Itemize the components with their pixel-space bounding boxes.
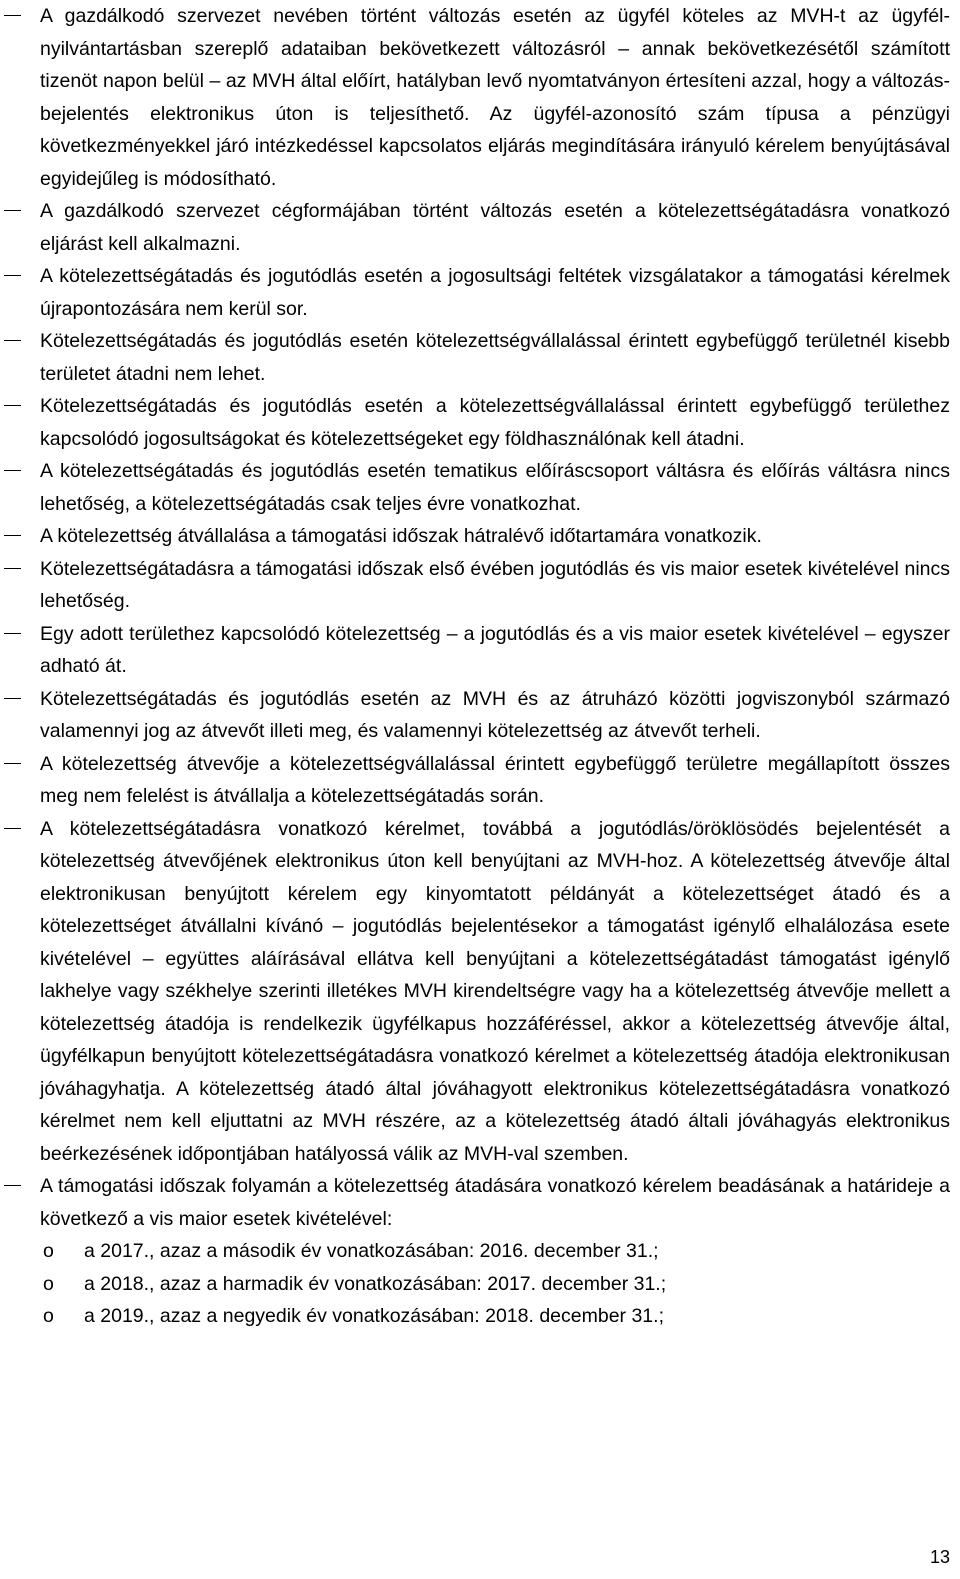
dash-bullet xyxy=(4,15,21,16)
list-item xyxy=(40,683,950,748)
dash-bullet xyxy=(4,340,21,341)
list-item-text: A gazdálkodó szervezet nevében történt változás esetén az ügyfél köteles az MVH-t az ügyfél-nyilvántartásban szereplő adataiban bekövetkezett változásról – annak bekövetkezésétől számított tizenöt napon belül – az MVH által előírt, hatályban levő nyomtatványon értesíteni azzal, hogy a változás-bejelentés elektronikus úton is teljesíthető. Az ügyfél-azonosító szám típusa a pénzügyi következményekkel járó intézkedéssel kapcsolatos eljárás megindítására irányuló kérelem benyújtásával egyidejűleg is módosítható. xyxy=(40,5,950,190)
list-item-text: A kötelezettségátadás és jogutódlás esetén tematikus előíráscsoport váltásra és előírás váltásra nincs lehetőség, a kötelezettségátadás csak teljes évre vonatkozhat. xyxy=(40,460,950,515)
list-item xyxy=(40,325,950,390)
list-item xyxy=(40,0,950,195)
list-item-text: A kötelezettség átvevője a kötelezettségvállalással érintett egybefüggő területre megállapított összes meg nem felelést is átvállalja a kötelezettségátadás során. xyxy=(40,752,950,807)
list-item-text: A gazdálkodó szervezet cégformájában történt változás esetén a kötelezettségátadásra vonatkozó eljárást kell alkalmazni. xyxy=(40,200,950,255)
sub-list-item xyxy=(43,1300,950,1333)
list-item-text: A támogatási időszak folyamán a kötelezettség átadására vonatkozó kérelem beadásának a határideje a következő a vis maior esetek kivételével: xyxy=(40,1175,950,1230)
list-item xyxy=(40,260,950,325)
sub-list-item xyxy=(43,1235,950,1268)
dash-bullet xyxy=(4,1185,21,1186)
dash-bullet xyxy=(4,470,21,471)
list-item-text: Kötelezettségátadás és jogutódlás esetén kötelezettségvállalással érintett egybefüggő területnél kisebb területet átadni nem lehet. xyxy=(40,330,950,385)
list-item xyxy=(40,520,950,553)
list-item-text: A kötelezettségátadásra vonatkozó kérelmet, továbbá a jogutódlás/öröklösödés bejelentését a kötelezettség átvevőjének elektronikus úton kell benyújtani az MVH-hoz. A kötelezettség átvevője által elektronikusan benyújtott kérelem egy kinyomtatott példányát a kötelezettséget átadó és a kötelezettséget átvállalni kívánó – jogutódlás bejelentésekor a támogatást igénylő elhalálozása esete kivételével – együttes aláírásával ellátva kell benyújtani a kötelezettségátadást támogatást igénylő lakhelye vagy székhelye szerinti illetékes MVH kirendeltségre vagy ha a kötelezettség átvevője mellett a kötelezettség átadója is rendelkezik ügyfélkapus hozzáféréssel, akkor a kötelezettség átvevője által, ügyfélkapun benyújtott kötelezettségátadásra vonatkozó kérelmet a kötelezettség átadója elektronikusan jóváhagyhatja. A kötelezettség átadó által jóváhagyott elektronikus kötelezettségátadásra vonatkozó kérelmet nem kell eljuttatni az MVH részére, az a kötelezettség átadó általi jóváhagyás elektronikus beérkezésének időpontjában hatályossá válik az MVH-val szemben. xyxy=(40,817,950,1165)
circle-bullet-icon: o xyxy=(43,1305,54,1327)
dash-bullet xyxy=(4,568,21,569)
list-item xyxy=(40,553,950,618)
list-item-text: Egy adott területhez kapcsolódó kötelezettség – a jogutódlás és a vis maior esetek kivételével – egyszer adható át. xyxy=(40,622,950,677)
list-item xyxy=(40,195,950,260)
dash-bullet xyxy=(4,698,21,699)
sub-list-item-text: a 2018., azaz a harmadik év vonatkozásában: 2017. december 31.; xyxy=(84,1272,667,1295)
list-item xyxy=(40,618,950,683)
circle-bullet-icon: o xyxy=(43,1240,54,1262)
dash-bullet xyxy=(4,828,21,829)
list-item-text: Kötelezettségátadás és jogutódlás esetén az MVH és az átruházó közötti jogviszonyból származó valamennyi jog az átvevőt illeti meg, és valamennyi kötelezettség az átvevőt terheli. xyxy=(40,687,950,742)
list-item-text: A kötelezettség átvállalása a támogatási időszak hátralévő időtartamára vonatkozik. xyxy=(40,525,762,547)
sub-list-item-text: a 2017., azaz a második év vonatkozásában: 2016. december 31.; xyxy=(84,1240,659,1262)
list-item-text: Kötelezettségátadás és jogutódlás esetén a kötelezettségvállalással érintett egybefüggő területhez kapcsolódó jogosultságokat és kötelezettségeket egy földhasználónak kell átadni. xyxy=(40,395,950,450)
dash-bullet xyxy=(4,275,21,276)
sub-list-item-text: a 2019., azaz a negyedik év vonatkozásában: 2018. december 31.; xyxy=(84,1305,664,1327)
dash-bullet xyxy=(4,535,21,536)
list-item-text: Kötelezettségátadásra a támogatási időszak első évében jogutódlás és vis maior esetek kivételével nincs lehetőség. xyxy=(40,557,950,612)
sub-list-item xyxy=(43,1268,950,1301)
circle-bullet-icon: o xyxy=(43,1272,54,1295)
list-item xyxy=(40,390,950,455)
list-item xyxy=(40,455,950,520)
list-item-text: A kötelezettségátadás és jogutódlás esetén a jogosultsági feltétek vizsgálatakor a támogatási kérelmek újrapontozására nem kerül sor. xyxy=(40,265,950,320)
list-item xyxy=(40,813,950,1171)
dash-bullet xyxy=(4,405,21,406)
dash-bullet xyxy=(4,633,21,634)
dash-bullet xyxy=(4,210,21,211)
dash-bullet xyxy=(4,763,21,764)
page-number: 13 xyxy=(929,1547,950,1567)
list-item xyxy=(40,748,950,813)
list-item xyxy=(40,1170,950,1235)
